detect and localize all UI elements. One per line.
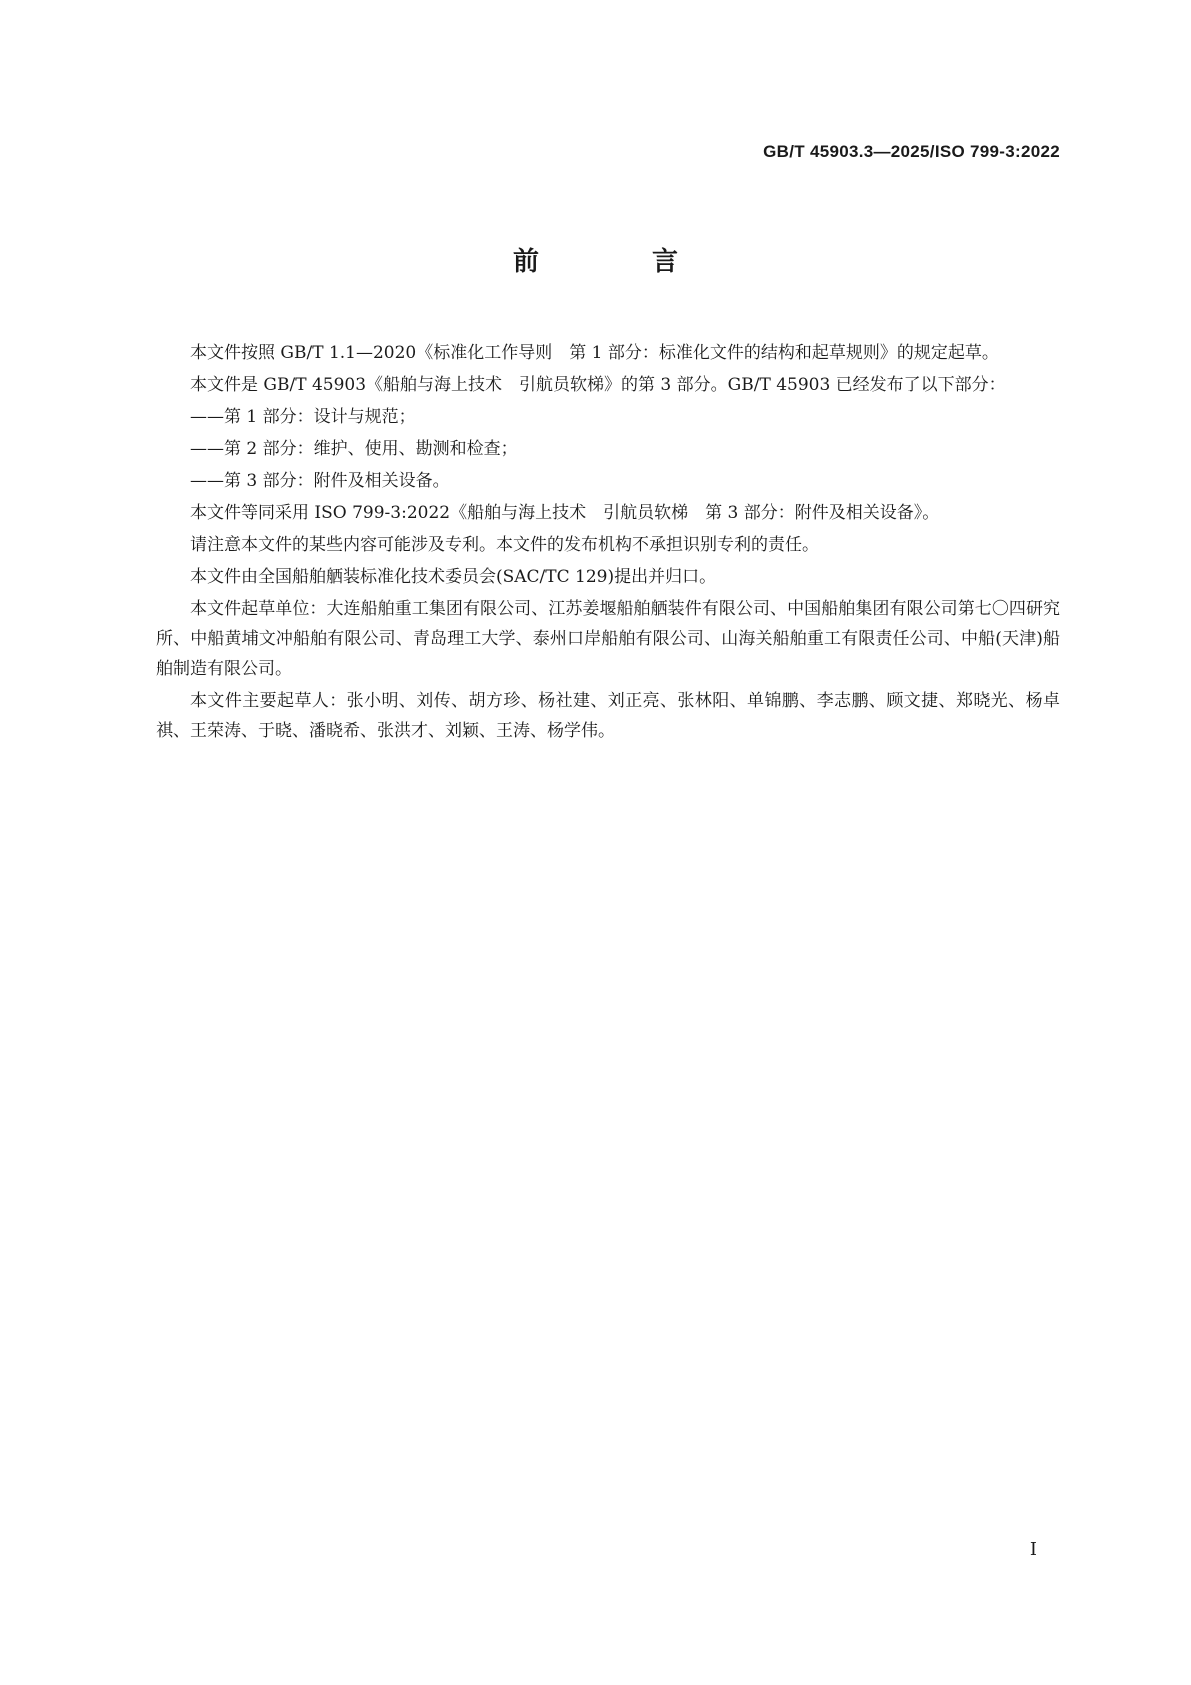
foreword-body: [156, 338, 1060, 748]
paragraph-drafting-basis: 本文件按照 GB/T 1.1—2020《标准化工作导则 第 1 部分：标准化文件的结构和起草规则》的规定起草。: [190, 343, 999, 363]
paragraph-drafting-units: 本文件起草单位：大连船舶重工集团有限公司、江苏姜堰船舶舾装件有限公司、中国船舶集团有限公司第七〇四研究所、中船黄埔文冲船舶有限公司、青岛理工大学、泰州口岸船舶有限公司、山海关船舶重工有限责任公司、中船(天津)船舶制造有限公司。: [156, 599, 1060, 679]
list-item-part-2: ——第 2 部分：维护、使用、勘测和检查；: [190, 439, 518, 459]
paragraph-drafters: 本文件主要起草人：张小明、刘传、胡方珍、杨社建、刘正亮、张林阳、单锦鹏、李志鹏、顾文捷、郑晓光、杨卓祺、王荣涛、于晓、潘晓希、张洪才、刘颖、王涛、杨学伟。: [156, 691, 1060, 741]
page-title: 前 言: [512, 247, 731, 277]
paragraph-equivalent-adoption: 本文件等同采用 ISO 799-3:2022《船舶与海上技术 引航员软梯 第 3 部分：附件及相关设备》。: [190, 503, 940, 523]
list-item-part-3: ——第 3 部分：附件及相关设备。: [190, 471, 450, 491]
page-number: I: [1029, 1539, 1037, 1560]
document-code-header: GB/T 45903.3—2025/ISO 799-3:2022: [763, 142, 1060, 161]
paragraph-proposer: 本文件由全国船舶舾装标准化技术委员会(SAC/TC 129)提出并归口。: [190, 567, 717, 587]
paragraph-series-part: 本文件是 GB/T 45903《船舶与海上技术 引航员软梯》的第 3 部分。GB/T 45903 已经发布了以下部分：: [190, 375, 1006, 395]
paragraph-patent-notice: 请注意本文件的某些内容可能涉及专利。本文件的发布机构不承担识别专利的责任。: [190, 535, 819, 555]
list-item-part-1: ——第 1 部分：设计与规范；: [190, 407, 416, 427]
